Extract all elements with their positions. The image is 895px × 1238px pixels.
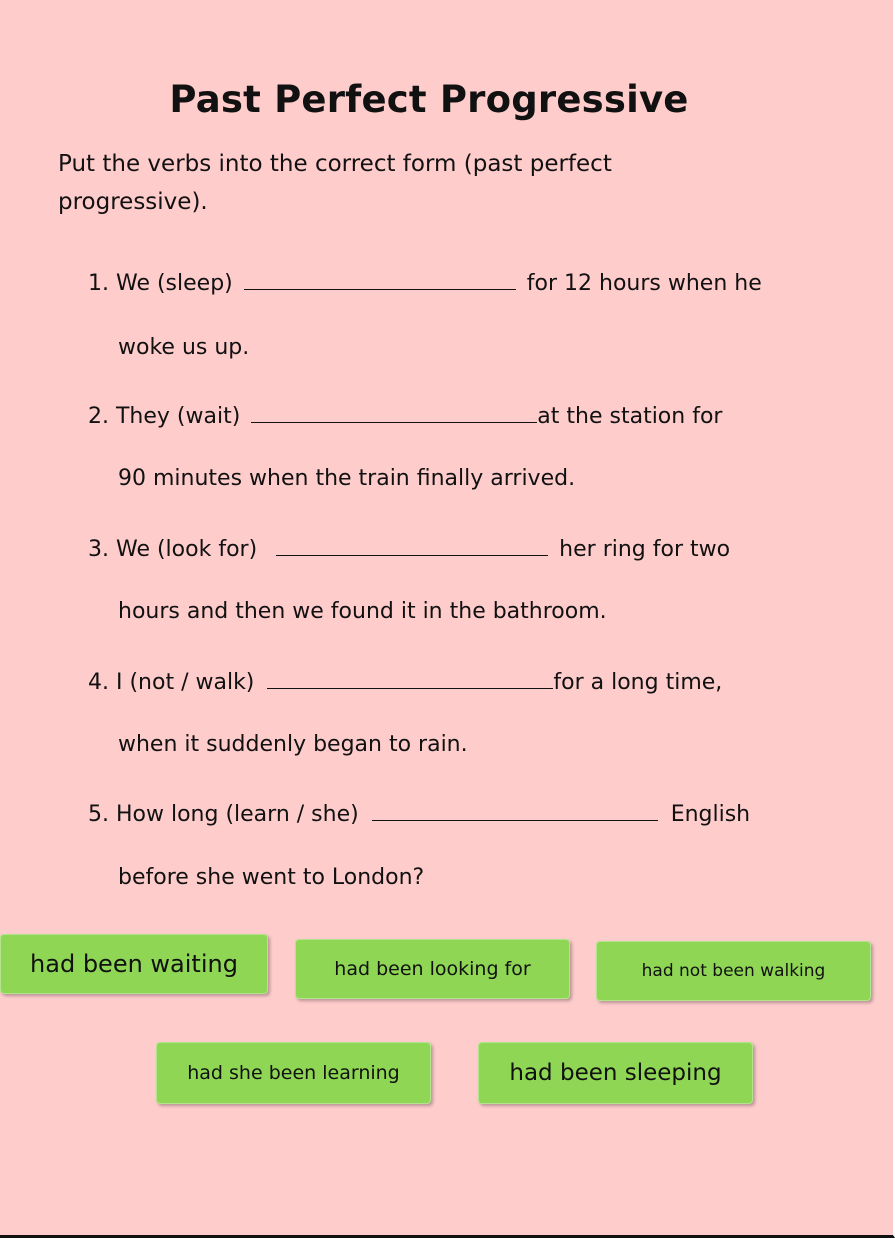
question-3 xyxy=(88,531,730,565)
question-5-prefix: 5. How long (learn / she) xyxy=(88,802,359,827)
question-1-suffix: for 12 hours when he xyxy=(526,271,762,296)
question-2 xyxy=(88,398,722,432)
instructions-text: Put the verbs into the correct form (past perfect progressive). xyxy=(58,151,612,215)
question-5 xyxy=(88,796,750,830)
question-4-prefix: 4. I (not / walk) xyxy=(88,670,255,695)
question-2-continuation: 90 minutes when the train finally arrived. xyxy=(118,466,576,491)
option-had-been-sleeping[interactable]: had been sleeping xyxy=(478,1042,753,1104)
option-had-she-been-learning[interactable]: had she been learning xyxy=(156,1042,431,1104)
question-2-suffix: at the station for xyxy=(537,404,723,429)
answer-blank-2[interactable] xyxy=(251,398,537,423)
question-5-continuation: before she went to London? xyxy=(118,865,425,890)
question-4-suffix: for a long time, xyxy=(553,670,723,695)
question-1-continuation: woke us up. xyxy=(118,335,250,360)
answer-blank-3[interactable] xyxy=(276,531,548,556)
answer-blank-4[interactable] xyxy=(267,664,553,689)
question-4 xyxy=(88,664,722,698)
question-2-prefix: 2. They (wait) xyxy=(88,404,241,429)
question-3-continuation: hours and then we found it in the bathroom. xyxy=(118,599,607,624)
answer-blank-5[interactable] xyxy=(372,796,658,821)
answer-blank-1[interactable] xyxy=(244,265,516,290)
question-1-prefix: 1. We (sleep) xyxy=(88,271,233,296)
option-had-been-looking-for[interactable]: had been looking for xyxy=(295,939,570,999)
question-5-suffix: English xyxy=(670,802,751,827)
worksheet-title: Past Perfect Progressive xyxy=(169,78,689,121)
question-3-prefix: 3. We (look for) xyxy=(88,537,258,562)
option-had-not-been-walking[interactable]: had not been walking xyxy=(596,941,871,1001)
option-had-been-waiting[interactable]: had been waiting xyxy=(0,934,268,994)
question-4-continuation: when it suddenly began to rain. xyxy=(118,732,468,757)
question-1 xyxy=(88,265,762,299)
question-3-suffix: her ring for two xyxy=(559,537,731,562)
